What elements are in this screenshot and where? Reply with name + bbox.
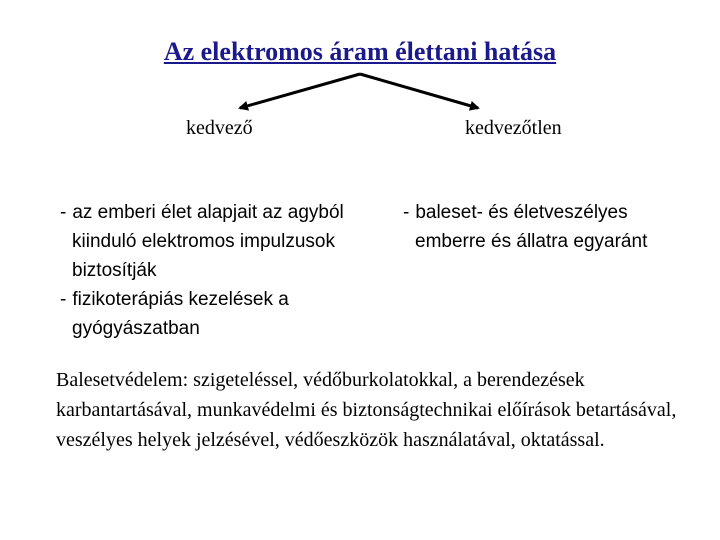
unfavorable-effects-list (403, 198, 703, 256)
list-item (60, 198, 370, 285)
list-item (403, 198, 703, 256)
favorable-effects-list (60, 198, 370, 343)
arrow-left-icon (240, 74, 360, 108)
safety-summary: Balesetvédelem: szigeteléssel, védőburkolatokkal, a berendezések karbantartásával, munkavédelmi és biztonságtechnikai előírások betartásával, veszélyes helyek jelzésével, védőeszközök használatával, oktatással. (56, 369, 677, 451)
branch-arrows (0, 0, 720, 140)
list-item-text: baleset- és életveszélyes emberre és állatra egyaránt (415, 202, 648, 252)
branch-unfavorable-label: kedvezőtlen (465, 117, 562, 139)
list-item (60, 285, 370, 343)
bullet-dash: - (60, 202, 67, 223)
bullet-dash: - (60, 289, 67, 310)
list-item-text: fizikoterápiás kezelések a gyógyászatban (72, 289, 289, 339)
page-title: Az elektromos áram élettani hatása (163, 37, 557, 66)
list-item-text: az emberi élet alapjait az agyból kiinduló elektromos impulzusok biztosítják (72, 202, 344, 281)
branch-favorable-label: kedvező (186, 117, 253, 139)
bullet-dash: - (403, 202, 410, 223)
arrow-right-icon (360, 74, 478, 108)
